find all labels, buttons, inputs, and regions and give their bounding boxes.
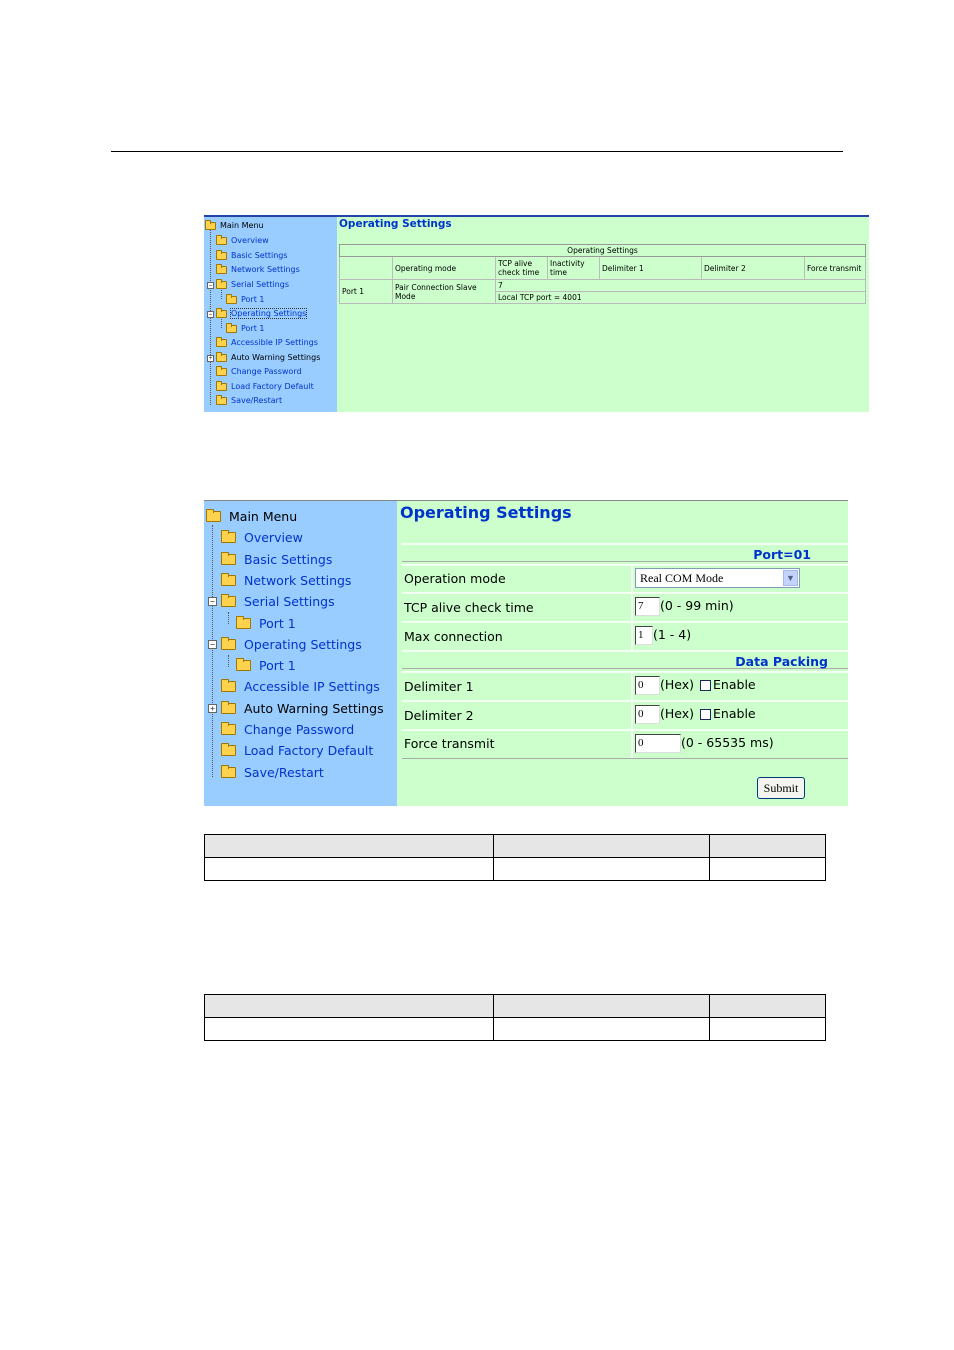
folder-icon [221,554,236,565]
delimiter2-enable-label: Enable [713,706,756,721]
overview-sidebar-menu [204,217,337,412]
menu-item-label: Network Settings [231,265,300,274]
delimiter1-enable-label: Enable [713,677,756,692]
folder-icon [221,639,236,650]
column-divider [631,623,633,650]
menu-item-label: Overview [244,530,303,545]
operation-mode-row [402,564,848,593]
folder-icon [221,532,236,543]
menu-item-serial-settings[interactable] [221,593,335,611]
operating-settings-panel [204,500,848,806]
delimiter2-enable-checkbox[interactable] [700,709,711,720]
delimiter2-input[interactable]: 0 [635,705,660,724]
menu-item-label: Operating Settings [231,309,307,318]
table-header-cell [494,835,710,858]
menu-item-label: Overview [231,236,269,245]
delimiter1-unit: (Hex) [660,677,695,692]
column-header: Inactivity time [548,257,600,280]
menu-item-label: Change Password [231,367,302,376]
menu-item-overview[interactable] [216,235,269,247]
operation-mode-label: Operation mode [404,571,506,586]
folder-icon [236,618,251,629]
column-header: Operating mode [393,257,496,280]
tree-minus-icon[interactable]: − [208,597,217,606]
data-packing-header-row [402,650,848,669]
folder-icon [216,339,227,347]
table-header-cell [205,995,494,1018]
menu-item-label: Load Factory Default [231,382,314,391]
force-transmit-hint: (0 - 65535 ms) [681,735,774,750]
menu-root[interactable] [205,220,264,232]
overview-panel [204,215,869,412]
operation-mode-select[interactable] [635,568,800,588]
folder-icon [221,596,236,607]
menu-item-label: Network Settings [244,573,352,588]
folder-icon [236,660,251,671]
menu-item-label: Change Password [244,722,355,737]
menu-item-serial-port-1[interactable] [226,294,265,306]
folder-icon [216,252,227,260]
operation-mode-value: Real COM Mode [640,571,724,585]
menu-item-accessible-ip[interactable] [221,678,380,696]
menu-item-label: Accessible IP Settings [244,679,380,694]
page-header-rule [111,151,843,152]
menu-item-network-settings[interactable] [221,572,351,590]
menu-item-save-restart[interactable] [221,764,324,782]
column-divider [631,594,633,621]
settings-form [397,501,848,806]
menu-item-label: Auto Warning Settings [231,353,321,362]
delimiter1-enable-checkbox[interactable] [700,680,711,691]
folder-icon [221,767,236,778]
tree-line [228,612,229,624]
delimiter2-unit: (Hex) [660,706,695,721]
folder-icon [221,745,236,756]
menu-item-auto-warning[interactable] [216,352,320,364]
force-transmit-input[interactable]: 0 [635,734,681,753]
folder-icon [221,575,236,586]
force-transmit-row [402,729,848,759]
menu-item-serial-port-1[interactable] [236,615,296,633]
table-header-cell [494,995,710,1018]
menu-item-basic-settings[interactable] [221,551,332,569]
tcp-alive-row [402,592,848,622]
menu-item-label: Basic Settings [244,552,333,567]
menu-item-label: Port 1 [259,616,296,631]
doc-table-1 [204,834,826,881]
folder-icon [221,724,236,735]
table-cell [205,1018,494,1041]
table-cell [494,858,710,881]
port-header: Port=01 [753,547,811,562]
folder-icon [226,296,237,304]
table-header-cell [710,835,826,858]
table-header-cell [205,835,494,858]
menu-root-label: Main Menu [220,221,264,230]
menu-item-overview[interactable] [221,529,303,547]
row-port-cell: Port 1 [340,280,393,304]
menu-root[interactable] [206,508,297,526]
menu-item-operating-port-1[interactable] [236,657,296,675]
doc-table-2 [204,994,826,1041]
menu-item-load-factory[interactable] [216,381,314,393]
submit-button[interactable]: Submit [757,777,805,799]
tcp-alive-input[interactable]: 7 [635,597,660,616]
force-transmit-label: Force transmit [404,736,495,751]
tree-line [228,655,229,667]
tree-line [212,525,213,777]
table-header-cell [710,995,826,1018]
folder-icon [216,281,227,289]
column-header: Force transmit [805,257,866,280]
menu-item-label: Port 1 [259,658,296,673]
menu-item-label: Basic Settings [231,251,288,260]
overview-content [337,217,869,412]
tree-minus-icon[interactable]: − [208,640,217,649]
column-header: TCP alive check time [496,257,548,280]
port-header-row [402,543,848,562]
table-cell [494,1018,710,1041]
table-cell [710,858,826,881]
max-connection-label: Max connection [404,629,503,644]
menu-item-accessible-ip[interactable] [216,337,318,349]
page-title: Operating Settings [400,503,572,522]
menu-item-auto-warning[interactable] [221,700,384,718]
max-connection-input[interactable]: 1 [635,626,653,645]
page-title: Operating Settings [339,218,452,230]
delimiter2-label: Delimiter 2 [404,708,474,723]
menu-item-label: Load Factory Default [244,743,374,758]
menu-item-network-settings[interactable] [216,264,300,276]
column-divider [631,673,633,700]
table-caption: Operating Settings [340,245,866,257]
menu-item-label: Auto Warning Settings [244,701,384,716]
menu-item-label: Serial Settings [231,280,289,289]
max-connection-row [402,621,848,651]
menu-item-operating-settings[interactable] [221,636,362,654]
folder-icon [216,397,227,405]
column-header: Delimiter 2 [702,257,805,280]
menu-item-label: Operating Settings [244,637,362,652]
folder-icon [206,511,221,522]
folder-icon [205,222,216,230]
max-connection-hint: (1 - 4) [653,627,692,642]
delimiter1-label: Delimiter 1 [404,679,474,694]
dropdown-arrow-icon[interactable]: ▼ [783,570,798,586]
folder-icon [216,383,227,391]
tree-plus-icon[interactable]: + [208,704,217,713]
tree-minus-icon[interactable]: − [208,282,213,289]
menu-item-change-password[interactable] [221,721,354,739]
table-cell [205,858,494,881]
tcp-alive-label: TCP alive check time [404,600,534,615]
menu-item-label: Save/Restart [231,396,283,405]
delimiter1-input[interactable]: 0 [635,676,660,695]
folder-icon [216,266,227,274]
menu-item-label: Port 1 [241,295,265,304]
row-tcp-alive-cell: 7 [496,280,866,292]
tree-minus-icon[interactable]: − [208,311,213,318]
folder-icon [216,368,227,376]
menu-root-label: Main Menu [229,509,298,524]
data-packing-header: Data Packing [735,654,828,669]
column-header: Delimiter 1 [600,257,702,280]
folder-icon [221,703,236,714]
menu-item-label: Serial Settings [244,594,335,609]
sidebar-menu [204,501,397,806]
column-divider [631,702,633,729]
overview-table [339,244,866,304]
folder-icon [221,681,236,692]
menu-item-operating-settings[interactable] [216,308,306,320]
column-divider [631,731,633,758]
column-divider [631,566,633,592]
menu-item-change-password[interactable] [216,366,302,378]
menu-item-load-factory[interactable] [221,742,373,760]
menu-item-label: Port 1 [241,324,265,333]
tree-plus-icon[interactable]: + [208,355,213,362]
row-local-port-cell: Local TCP port = 4001 [496,292,866,304]
folder-icon [226,325,237,333]
tcp-alive-hint: (0 - 99 min) [660,598,734,613]
folder-icon [216,354,227,362]
delimiter1-row [402,671,848,701]
menu-item-save-restart[interactable] [216,395,282,407]
table-corner-cell [340,257,393,280]
menu-item-serial-settings[interactable] [216,279,289,291]
delimiter2-row [402,700,848,730]
menu-item-operating-port-1[interactable] [226,323,265,335]
folder-icon [216,237,227,245]
folder-icon [216,310,227,318]
menu-item-label: Save/Restart [244,765,324,780]
table-cell [710,1018,826,1041]
menu-item-label: Accessible IP Settings [231,338,318,347]
row-mode-cell: Pair Connection Slave Mode [393,280,496,304]
menu-item-basic-settings[interactable] [216,250,288,262]
